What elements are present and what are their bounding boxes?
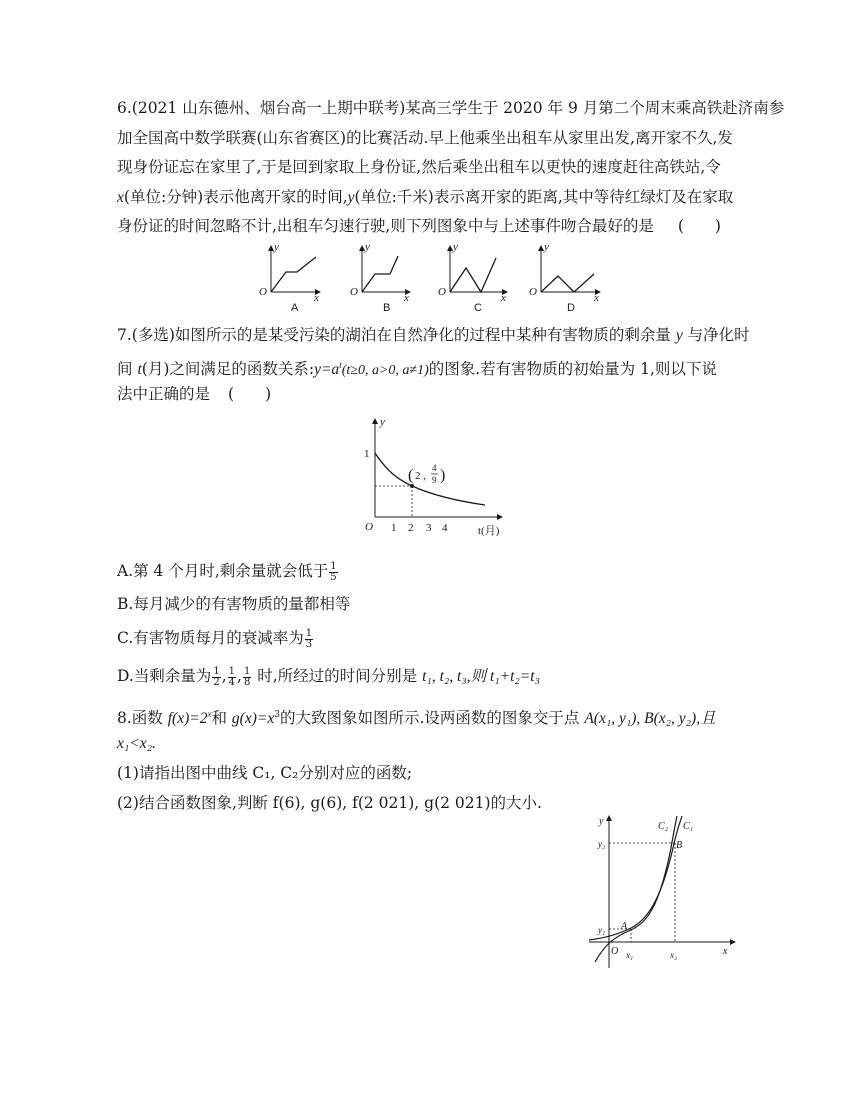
q7-point-den: 9: [432, 475, 437, 485]
q7-option-d-frac-1: $\frac{1}{2}$: [213, 665, 220, 688]
q8-g-def: g(x)=x: [231, 710, 275, 728]
q8-points: A(x₁, y₁), B(x₂, y₂),且: [584, 710, 716, 728]
q7-option-d: D.当剩余量为 $\frac{1}{2}$ , $\frac{1}{4}$ , $\frac{1}{8}$ 时,所经过的时间分别是 t₁, t₂, t₃,则 t₁+t₂=t₃: [117, 665, 540, 688]
q7-line-1: [117, 325, 750, 346]
q7-option-d-tail: t₁, t₂, t₃,则 t₁+t₂=t₃: [422, 668, 540, 685]
q7-option-c: [117, 628, 314, 650]
q6-graph-b: [350, 241, 410, 304]
q7-x-tick-4: 4: [442, 522, 448, 534]
q6-line-2: 加全国高中数学联赛(山东省赛区)的比赛活动.早上他乘坐出租车从家里出发,离开家不久,发: [117, 129, 733, 147]
q6-answer-paren: ( ): [677, 217, 721, 235]
q7-option-b: B.每月减少的有害物质的量都相等: [117, 595, 351, 613]
q8-f-exp: x: [207, 709, 212, 719]
q7-var-t: t: [137, 361, 142, 379]
q6-option-d-label: D: [567, 302, 575, 314]
q6-graph-c: [438, 241, 507, 304]
q8-curve-c1: [589, 816, 682, 940]
q6-option-c-label: C: [474, 302, 482, 314]
q8-x1-label: x₁: [626, 950, 634, 960]
q7-y-tick: 1: [364, 448, 370, 460]
q7-x-tick-2: 2: [408, 522, 414, 534]
q6-option-a-label: A: [291, 302, 299, 314]
q8-sub-1: (1)请指出图中曲线 C₁, C₂分别对应的函数;: [117, 764, 413, 782]
q8-line-2: x₁<x₂.: [117, 735, 156, 752]
q7-line-2: [117, 355, 717, 381]
q7-point: [410, 484, 414, 488]
q8-origin: O: [611, 946, 619, 957]
q7-option-a-frac: $\frac{1}{5}$: [330, 560, 337, 583]
q6-line-4: [117, 187, 733, 208]
q8-y-label: y: [599, 816, 604, 827]
q8-x-label: x: [723, 946, 728, 957]
q6-option-b-label: B: [383, 302, 391, 314]
q8-point-b-label: B: [676, 840, 683, 851]
q8-y1-label: y₁: [598, 925, 606, 935]
q7-answer-paren: ( ): [228, 385, 272, 403]
svg-text:O: O: [350, 286, 358, 298]
q7-option-d-mid: 时,所经过的时间分别是: [257, 667, 418, 685]
q8-and: 和: [211, 709, 227, 728]
svg-text:O: O: [259, 286, 267, 298]
q8-x2-label: x₂: [670, 950, 678, 960]
q7-point-label: 2 ,: [415, 470, 426, 482]
q7-option-d-frac-2: $\frac{1}{4}$: [228, 665, 235, 688]
q6-var-y: y: [347, 189, 355, 206]
q8-graph: [585, 812, 745, 972]
q7-var-y: y: [675, 327, 683, 344]
q6-graph-a: [259, 241, 320, 304]
q7-option-a: [117, 561, 339, 583]
q8-y2-label: y₂: [598, 839, 606, 849]
q7-option-c-text: C.有害物质每月的衰减率为: [117, 629, 304, 647]
svg-text:y: y: [365, 241, 370, 253]
svg-text:y: y: [274, 241, 279, 253]
q6-line-4a: (单位:分钟)表示他离开家的时间,: [123, 188, 348, 206]
q7-line-1-tail: 与净化时: [687, 326, 750, 344]
q7-x-tick-1: 1: [391, 522, 397, 534]
q8-point-a-label: A: [621, 921, 628, 932]
q7-x-tick-3: 3: [426, 522, 432, 534]
svg-text:x: x: [501, 292, 506, 304]
q7-option-a-text: A.第 4 个月时,剩余量就会低于: [117, 562, 329, 580]
svg-text:x: x: [404, 292, 409, 304]
q7-point-num: 4: [432, 463, 437, 473]
q8-c1-label: C₁: [683, 821, 694, 832]
q7-line-2b: (月)之间满足的函数关系:: [141, 360, 315, 379]
q7-line-2c: 的图象.若有害物质的初始量为 1,则以下说: [428, 360, 717, 379]
q7-line-2a: 间: [117, 360, 133, 379]
q7-point-paren-close: ): [440, 467, 446, 484]
q7-line-1-text: 7.(多选)如图所示的是某受污染的湖泊在自然净化的过程中某种有害物质的剩余量: [117, 326, 671, 344]
q8-line-1b: 的大致图象如图所示.设两函数的图象交于点: [279, 709, 580, 728]
svg-text:x: x: [594, 292, 599, 304]
q7-x-label: t(月): [478, 525, 500, 537]
q7-origin: O: [365, 521, 373, 533]
q6-line-5-text: 身份证的时间忽略不计,出租车匀速行驶,则下列图象中与上述事件吻合最好的是: [117, 217, 654, 235]
q8-c2-label: C₂: [658, 821, 669, 832]
q7-option-c-frac: $\frac{1}{3}$: [305, 627, 313, 650]
q6-line-1: 6.(2021 山东德州、烟台高一上期中联考)某高三学生于 2020 年 9 月第二个周末乘高铁赴济南参: [117, 99, 785, 117]
q7-decay-curve: [375, 453, 485, 505]
svg-text:x: x: [314, 292, 319, 304]
q8-line-1: [117, 704, 716, 729]
svg-text:y: y: [453, 241, 458, 253]
svg-text:y: y: [544, 241, 549, 253]
q6-var-x: x: [117, 189, 124, 206]
q7-option-d-text: D.当剩余量为: [117, 667, 212, 685]
q6-graph-d: [529, 241, 600, 304]
q6-line-3: 现身份证忘在家里了,于是回到家取上身份证,然后乘坐出租车以更快的速度赶往高铁站,令: [117, 158, 721, 176]
q7-point-paren-open: (: [408, 467, 414, 484]
svg-text:O: O: [438, 286, 446, 298]
q6-option-graphs: [0, 240, 860, 320]
q7-option-d-frac-3: $\frac{1}{8}$: [243, 665, 251, 688]
q8-g-exp: 3: [274, 710, 280, 720]
q8-sub-2: (2)结合函数图象,判断 f(6), g(6), f(2 021), g(2 021)的大小.: [117, 794, 542, 812]
q7-formula: y=a: [314, 361, 340, 379]
q7-line-3-text: 法中正确的是: [117, 385, 211, 403]
svg-text:O: O: [529, 286, 537, 298]
q7-y-label: y: [380, 416, 385, 428]
q8-f-def: f(x)=2: [167, 710, 208, 728]
q7-graph: [362, 413, 522, 543]
q7-formula-cond: (t≥0, a>0, a≠1): [341, 363, 429, 379]
q6-line-4b: (单位:千米)表示离开家的距离,其中等待红绿灯及在家取: [354, 188, 734, 206]
q6-line-5: [117, 216, 721, 236]
q7-formula-exp: t: [339, 360, 342, 370]
q8-line-1a: 8.函数: [117, 709, 163, 728]
q8-curve-c2: [595, 816, 677, 962]
q7-line-3: [117, 384, 271, 404]
